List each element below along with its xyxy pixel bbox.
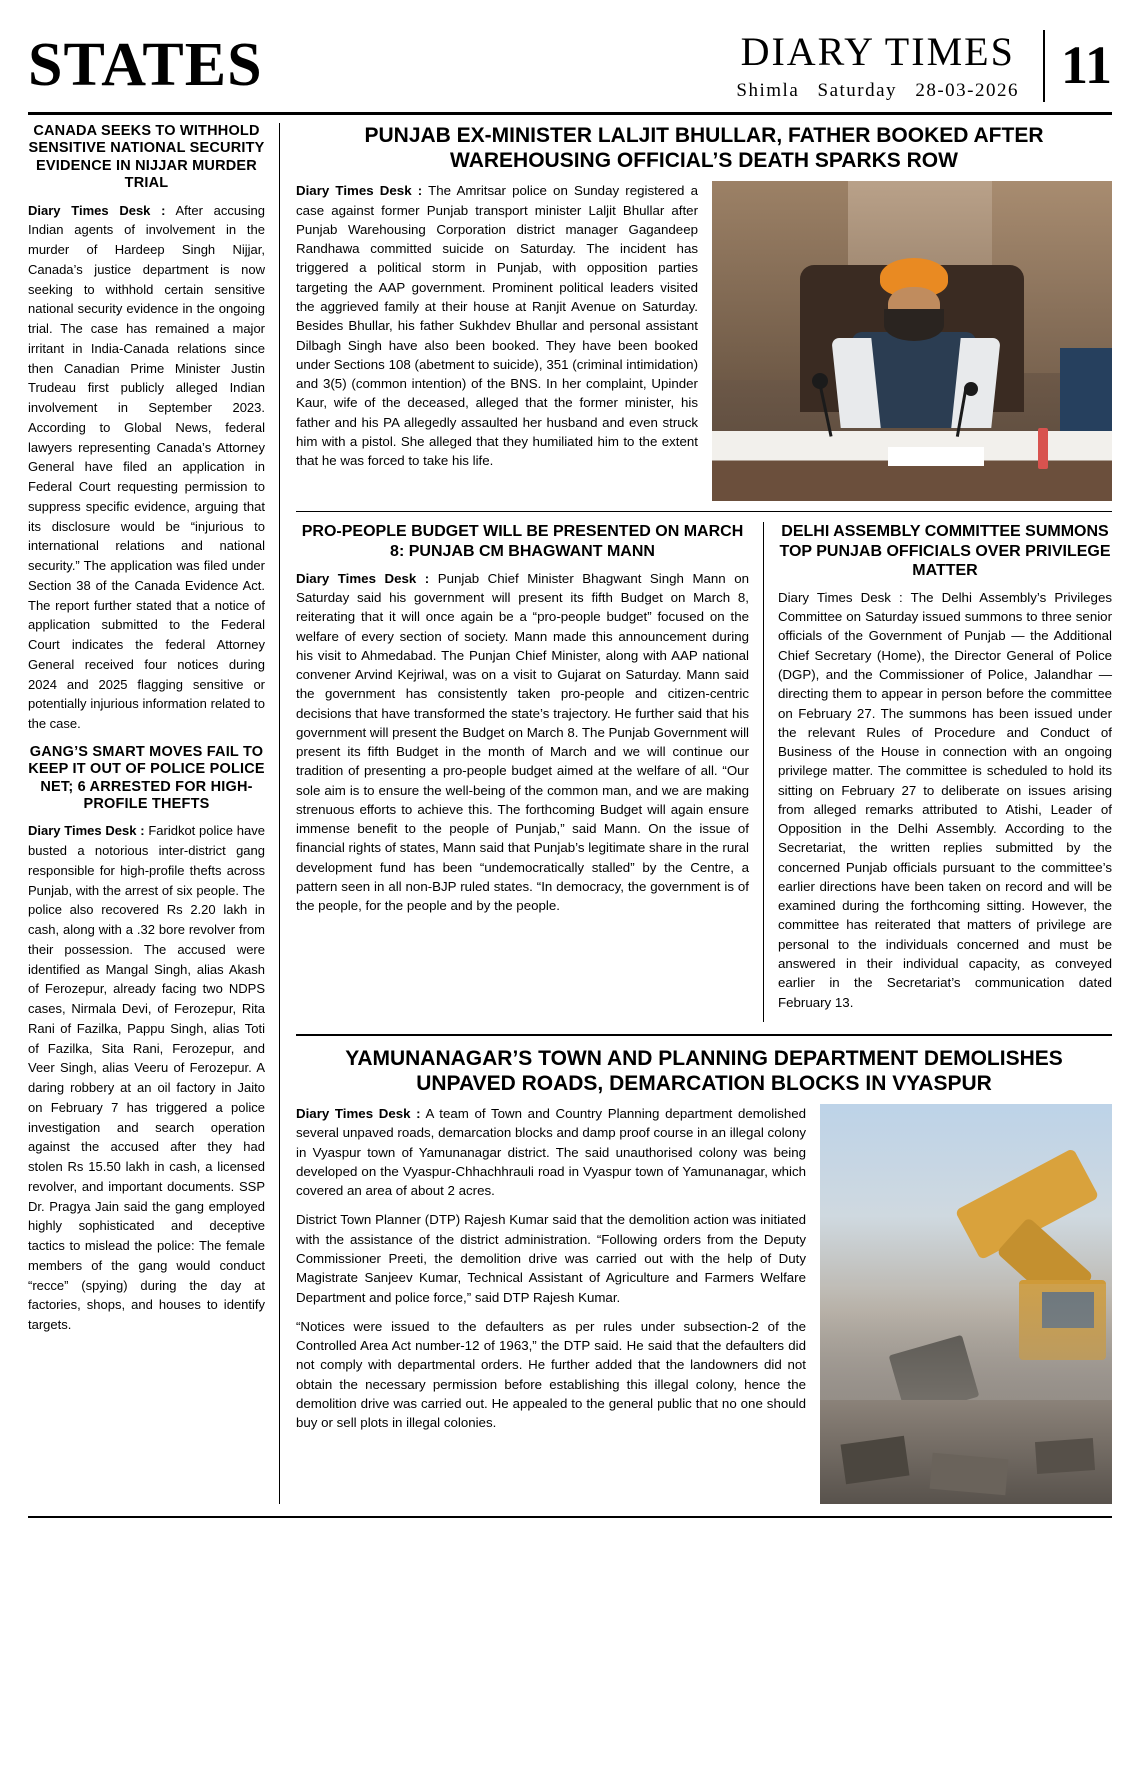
article-delhi-body (778, 588, 1112, 1012)
article-delhi-text: The Delhi Assembly’s Privileges Committee on Saturday issued summons to three senior officials of the Government of Punjab — the Additional Chief Secretary (Home), the Director General of Police (DGP), and the Commissioner of Police, Jalandhar — directing them to appear in person before the committee on February 27. The summons has been issued under the relevant Rules of Procedure and Conduct of Business of the House in connection with an ongoing privilege matter. The committee is scheduled to hold its sitting on February 27 to deliberate on issues arising from alleged remarks attributed to Atishi, Leader of Opposition in the Delhi Assembly. According to the Secretariat, the written replies submitted by the concerned Punjab officials pursuant to the committee’s earlier directions have been taken on record and will be examined during the forthcoming sitting. However, the committee has reiterated that matters of privilege are personal to the individuals concerned and must be answered in their individual capacity, as conveyed earlier in the Secretariat’s communication dated February 13. (778, 589, 1112, 1010)
article-gang-headline: GANG’S SMART MOVES FAIL TO KEEP IT OUT OF POLICE POLICE NET; 6 ARRESTED FOR HIGH-PROFILE THEFTS (28, 743, 265, 812)
article-canada (28, 123, 265, 734)
article-budget-body (296, 569, 749, 916)
article-yamunanagar-body-3: “Notices were issued to the defaulters as per rules under subsection-2 of the Controlled Area Act number-12 of 1963,” the DTP said. He said that the defaulters did not comply with departmental orders. He further added that the landowners did not obtain the necessary permission before establishing this illegal colony, hence the demolition drive was carried out. He appealed to the general public that no one should buy or sell plots in illegal colonies. (296, 1318, 806, 1431)
article-delhi-headline: DELHI ASSEMBLY COMMITTEE SUMMONS TOP PUNJAB OFFICIALS OVER PRIVILEGE MATTER (779, 523, 1111, 579)
brand-block (730, 30, 1112, 102)
masthead (28, 30, 1112, 108)
byline: Diary Times Desk : (296, 570, 430, 586)
masthead-rule (28, 112, 1112, 115)
article-budget-text: Punjab Chief Minister Bhagwant Singh Mann on Saturday said his government will present its fifth Budget on March 8, reiterating that it will once again be a “pro-people budget” focused on the welfare of every section of society. Mann made this announcement during his visit to Ahmedabad. The Punjan Chief Minister, along with AAP national convener Arvind Kejriwal, was on a visit to Gujarat on Saturday. Mann said the government has consistently taken pro-people and citizen-centric decisions that have transformed the state’s trajectory. He further said that his government will present the Budget on March 8. The Punjab Government will present its fifth Budget in the month of March and we will continue our tradition of presenting a pro-people budget aimed at the welfare of all. “Our sole aim is to ensure the well-being of the common man, and we are making strenuous efforts to achieve this. The forthcoming Budget will again ensure immense benefit to the people of Punjab,” said Mann. On the issue of financial rights of states, Mann said that Punjab’s legitimate share in the rural development fund has been “undemocratically stalled” by the Centre, a pattern seen in all non-BJP ruled states. “In democracy, the government is of the people, for the people and by the people. (296, 570, 750, 914)
article-bhullar-photo (712, 181, 1112, 501)
byline: Diary Times Desk : (28, 823, 145, 839)
article-yamunanagar-flow (296, 1104, 1112, 1504)
article-yamunanagar-body-1 (296, 1104, 806, 1200)
brand-subline (730, 80, 1025, 102)
page-number: 11 (1043, 30, 1112, 102)
byline: Diary Times Desk : (296, 183, 423, 199)
article-bhullar-text: The Amritsar police on Sunday registered a case against former Punjab transport minister Laljit Bhullar after Punjab Warehousing Corporation district manager Gagandeep Randhawa committed suicide on Saturday. The incident has triggered a political storm in Punjab, with opposition parties targeting the AAP government. Prominent political leaders visited the aggrieved family at their house at Ranjit Avenue on Saturday. Besides Bhullar, his father Sukhdev Bhullar and personal assistant Dilbagh Singh have also been booked. They have been booked under Sections 108 (abetment to suicide), 351 (criminal intimidation) and 3(5) (common intention) of the BNS. In her complaint, Upinder Kaur, wife of the deceased, alleged that the former minister, his father and his PA allegedly assaulted her husband and even struck him with a pistol. She alleged that they humiliated him to the extent that he was forced to take his life. (296, 183, 698, 469)
article-bhullar-flow (296, 181, 1112, 501)
article-budget (296, 522, 764, 1021)
article-yamunanagar-headline: YAMUNANAGAR’S TOWN AND PLANNING DEPARTMENT DEMOLISHES UNPAVED ROADS, DEMARCATION BLOCKS IN VYASPUR (345, 1046, 1063, 1095)
article-canada-body (28, 201, 265, 734)
article-yamunanagar-textcol (296, 1104, 806, 1504)
article-yamunanagar-photo (820, 1104, 1112, 1504)
article-gang-text: Faridkot police have busted a notorious inter-district gang responsible for high-profile thefts across Punjab, with the arrest of six people. The police also recovered Rs 2.20 lakh in cash, along with a .32 bore revolver from their possession. The accused were identified as Mangal Singh, alias Akash of Ferozepur, already facing two NDPS cases, Nirmala Devi, of Ferozepur, Rita Rani of Fazilka, Pappu Singh, alias Toti of Fazilka, Sita Rani, Ferozepur, and Veer Singh, alias Veeru of Ferozepur. A daring robbery at an oil factory in Jaito on February 7 has triggered a police investigation and search operation against the accused after they had stolen Rs 15.50 lakh in cash, a licensed revolver, and important documents. SSP Dr. Pragya Jain said the gang employed highly sophisticated and deceptive tactics to mislead the police: The female members of the gang would conduct “recce” (spying) during the day at factories, shops, and houses to identify targets. (28, 823, 265, 1333)
article-yamunanagar-body-2: District Town Planner (DTP) Rajesh Kumar said that the demolition action was initiated with the assistance of the district administration. “Following orders from the Deputy Commissioner Preeti, the demolition drive was carried out with the help of Duty Magistrate Sanjeev Kumar, Technical Assistant of Agriculture and Farmers Welfare Department and police force,” said DTP Rajesh Kumar. (296, 1212, 806, 1305)
article-gang-body (28, 821, 265, 1335)
mid-section (296, 522, 1112, 1021)
left-column (28, 123, 280, 1504)
article-canada-headline: CANADA SEEKS TO WITHHOLD SENSITIVE NATIONAL SECURITY EVIDENCE IN NIJJAR MURDER TRIAL (28, 123, 265, 192)
edition-date: 28-03-2026 (915, 80, 1019, 101)
article-bhullar-headline: PUNJAB EX-MINISTER LALJIT BHULLAR, FATHER BOOKED AFTER WAREHOUSING OFFICIAL’S DEATH SPARKS ROW (364, 124, 1044, 173)
article-canada-text: After accusing Indian agents of involvement in the murder of Hardeep Singh Nijjar, Canada’s justice department is now seeking to withhold certain sensitive national security evidence in the ongoing trial. The case has remained a major irritant in India-Canada relations since then Canadian Prime Minister Justin Trudeau first publicly alleged Indian involvement in September 2023. According to Global News, federal lawyers representing Canada’s Attorney General have filed an application in Federal Court requesting permission to suppress specific evidence, arguing that its disclosure would be “injurious to international relations and national security.” The application was filed under Section 38 of the Canada Evidence Act. The report further stated that a notice of application submitted to the Federal Court indicates the federal Attorney General received four notices during 2024 and 2025 flagging sensitive or potentially injurious information related to the case. (28, 202, 265, 732)
brand-text (730, 30, 1025, 102)
separator (296, 511, 1112, 512)
article-budget-headline: PRO-PEOPLE BUDGET WILL BE PRESENTED ON MARCH 8: PUNJAB CM BHAGWANT MANN (301, 523, 744, 560)
separator-thick (296, 1034, 1112, 1036)
page-bottom-rule (28, 1516, 1112, 1518)
article-delhi (764, 522, 1112, 1021)
article-bhullar-textcol (296, 181, 698, 501)
page-content (28, 123, 1112, 1504)
byline: Diary Times Desk : (296, 1106, 421, 1122)
byline: Diary Times Desk : (778, 589, 903, 605)
article-gang (28, 744, 265, 1335)
edition-city: Shimla (736, 80, 800, 101)
brand-name: DIARY TIMES (740, 29, 1015, 74)
article-bhullar-body (296, 181, 698, 470)
article-bhullar (296, 123, 1112, 501)
edition-day: Saturday (817, 80, 898, 101)
right-column (280, 123, 1112, 1504)
article-yamunanagar (296, 1046, 1112, 1504)
section-title: STATES (28, 31, 263, 99)
byline: Diary Times Desk : (28, 202, 166, 218)
article-yamunanagar-text-1: A team of Town and Country Planning department demolished several unpaved roads, demarcation blocks and damp proof course in an illegal colony in Vyaspur town of Yamunanagar district. The said unauthorised colony was being developed on the Vyaspur-Chhachhrauli road in Vyaspur town of Yamunanagar, which covered an area of about 2 acres. (296, 1106, 807, 1199)
